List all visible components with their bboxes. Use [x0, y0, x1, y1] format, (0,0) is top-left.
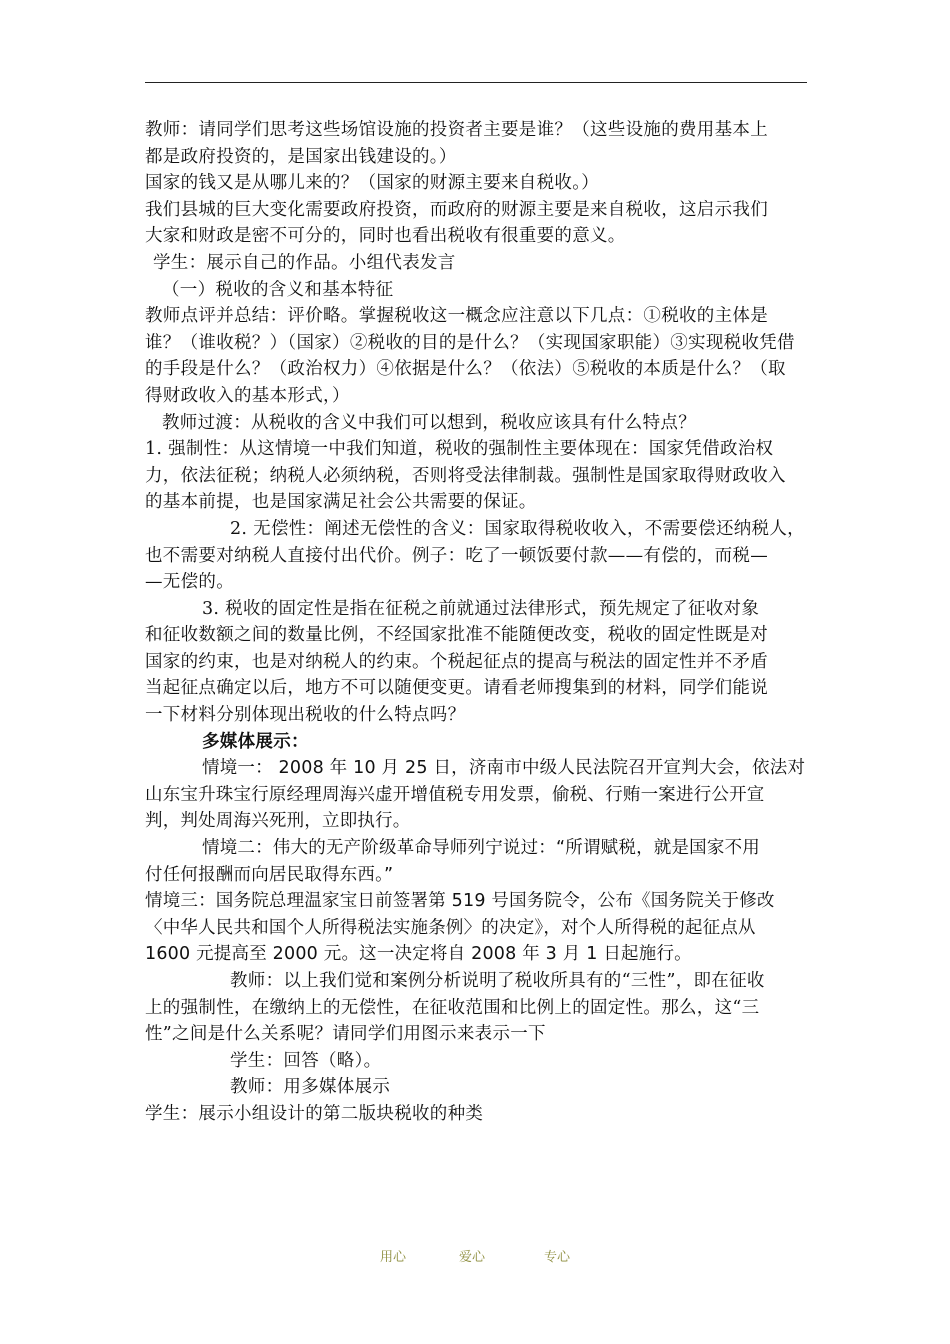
- text-line: 教师：以上我们觉和案例分析说明了税收所具有的“三性”，即在征收: [230, 971, 765, 991]
- text-line: 教师点评并总结：评价略。掌握税收这一概念应注意以下几点：①税收的主体是: [145, 306, 768, 327]
- text-line: 判，判处周海兴死刑，立即执行。: [145, 811, 411, 832]
- text-line: 情境三：国务院总理温家宝日前签署第 519 号国务院令，公布《国务院关于修改: [145, 891, 775, 912]
- text-line: 2. 无偿性：阐述无偿性的含义：国家取得税收收入，不需要偿还纳税人，: [230, 518, 805, 539]
- text-line: 学生：回答（略）。: [230, 1050, 382, 1071]
- page-footer: [0, 1246, 950, 1268]
- text-line: 力，依法征税；纳税人必须纳税，否则将受法律制裁。强制性是国家取得财政收入: [145, 465, 786, 486]
- header-rule: [145, 82, 807, 83]
- text-line: 教师：用多媒体展示: [230, 1077, 391, 1098]
- text-line: 教师：请同学们思考这些场馆设施的投资者主要是谁？（这些设施的费用基本上: [145, 120, 768, 140]
- text-line: 我们县城的巨大变化需要政府投资，而政府的财源主要是来自税收，这启示我们: [145, 199, 768, 220]
- text-line: 情境一： 2008 年 10 月 25 日，济南市中级人民法院召开宣判大会，依法对: [202, 758, 806, 779]
- text-line: —无偿的。: [145, 572, 234, 593]
- text-line: 1. 强制性：从这情境一中我们知道，税收的强制性主要体现在：国家凭借政治权: [145, 439, 774, 460]
- text-line: 上的强制性，在缴纳上的无偿性，在征收范围和比例上的固定性。那么，这“三: [145, 997, 760, 1018]
- footer-text-right: 专心: [544, 1250, 571, 1265]
- text-line: 3. 税收的固定性是指在征税之前就通过法律形式，预先规定了征收对象: [202, 598, 760, 619]
- text-line: 的基本前提，也是国家满足社会公共需要的保证。: [145, 492, 537, 513]
- text-line: 教师过渡：从税收的含义中我们可以想到，税收应该具有什么特点？: [162, 412, 696, 433]
- text-line: 都是政府投资的，是国家出钱建设的。）: [145, 146, 457, 167]
- text-line: 也不需要对纳税人直接付出代价。例子：吃了一顿饭要付款——有偿的，而税—: [145, 545, 768, 566]
- footer-text-left: 用心: [380, 1250, 407, 1265]
- document-body: [145, 117, 807, 1128]
- text-line: 山东宝升珠宝行原经理周海兴虚开增值税专用发票，偷税、行贿一案进行公开宣: [145, 784, 765, 805]
- text-line: 1600 元提高至 2000 元。这一决定将自 2008 年 3 月 1 日起施行。: [145, 944, 692, 965]
- text-line: 的手段是什么？（政治权力）④依据是什么？（依法）⑤税收的本质是什么？（取: [145, 359, 786, 380]
- footer-text-middle: 爱心: [459, 1250, 486, 1265]
- text-line: 国家的约束，也是对纳税人的约束。个税起征点的提高与税法的固定性并不矛盾: [145, 651, 768, 672]
- text-line: 学生：展示自己的作品。小组代表发言: [153, 252, 456, 273]
- text-line: 大家和财政是密不可分的，同时也看出税收有很重要的意义。: [145, 226, 626, 247]
- multimedia-heading: 多媒体展示：: [202, 731, 309, 752]
- text-line: 〈中华人民共和国个人所得税法实施条例〉的决定》，对个人所得税的起征点从: [145, 917, 756, 938]
- text-line: 一下材料分别体现出税收的什么特点吗？: [145, 705, 466, 726]
- text-line: 付任何报酬而向居民取得东西。”: [145, 864, 394, 885]
- text-line: 得财政收入的基本形式，）: [145, 385, 350, 406]
- text-line: 情境二：伟大的无产阶级革命导师列宁说过：“所谓赋税，就是国家不用: [202, 838, 760, 859]
- text-line: 性”之间是什么关系呢？请同学们用图示来表示一下: [145, 1024, 546, 1045]
- text-line: 和征收数额之间的数量比例，不经国家批准不能随便改变，税收的固定性既是对: [145, 625, 768, 646]
- text-line: 学生：展示小组设计的第二版块税收的种类: [145, 1103, 484, 1124]
- text-line: 当起征点确定以后，地方不可以随便变更。请看老师搜集到的材料，同学们能说: [145, 678, 768, 699]
- section-heading: （一）税收的含义和基本特征: [162, 279, 394, 300]
- text-line: 国家的钱又是从哪儿来的？（国家的财源主要来自税收。）: [145, 173, 600, 194]
- text-line: 谁？（谁收税？）（国家）②税收的目的是什么？（实现国家职能）③实现税收凭借: [145, 332, 795, 353]
